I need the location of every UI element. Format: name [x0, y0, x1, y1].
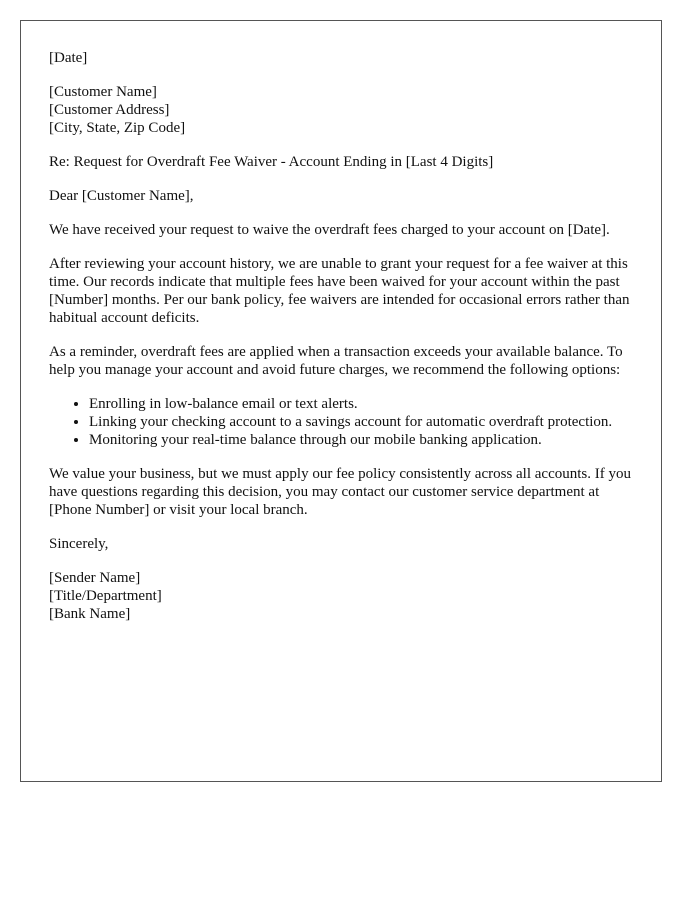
subject-line: Re: Request for Overdraft Fee Waiver - Account Ending in [Last 4 Digits] — [49, 154, 494, 170]
body-paragraph-received: We have received your request to waive the overdraft fees charged to your account on [Date]. — [49, 222, 610, 238]
letter-page — [20, 20, 662, 782]
sender-bank: [Bank Name] — [49, 606, 131, 622]
sender-title: [Title/Department] — [49, 588, 162, 604]
option-item-linking: • Linking your checking account to a savings account for automatic overdraft protection. — [89, 413, 634, 431]
letter-date: [Date] — [49, 50, 88, 66]
sender-signature-block — [49, 569, 634, 623]
body-paragraph-denial: After reviewing your account history, we are unable to grant your request for a fee waiver at this time. Our records indicate that multiple fees have been waived for your account within the past [Number] months. Per our bank policy, fee waivers are intended for occasional errors rather than habitual account deficits. — [49, 256, 630, 326]
letter-content — [49, 49, 634, 639]
recipient-address-block — [49, 83, 634, 137]
sender-name: [Sender Name] — [49, 570, 141, 586]
option-item-monitoring: • Monitoring your real-time balance through our mobile banking application. — [89, 431, 634, 449]
closing-paragraph: We value your business, but we must apply our fee policy consistently across all accounts. If you have questions regarding this decision, you may contact our customer service department at [Phone Number] or visit your local branch. — [49, 466, 631, 518]
salutation: Dear [Customer Name], — [49, 188, 194, 204]
signoff: Sincerely, — [49, 536, 109, 552]
option-item-alerts: • Enrolling in low-balance email or text alerts. — [89, 395, 634, 413]
recipient-city-state-zip: [City, State, Zip Code] — [49, 120, 186, 136]
options-list — [49, 395, 634, 449]
recipient-address: [Customer Address] — [49, 102, 170, 118]
body-paragraph-reminder: As a reminder, overdraft fees are applied when a transaction exceeds your available balance. To help you manage your account and avoid future charges, we recommend the following options: — [49, 344, 623, 378]
recipient-name: [Customer Name] — [49, 84, 157, 100]
